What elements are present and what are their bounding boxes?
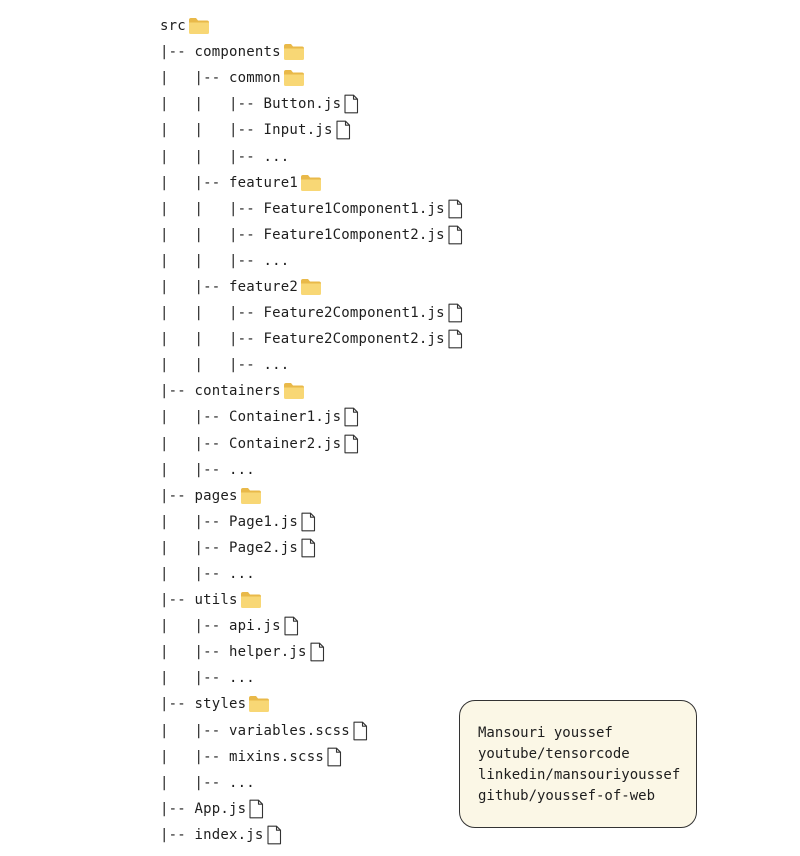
folder-name: styles [194, 696, 247, 713]
folder-icon [283, 382, 305, 400]
ellipsis-row [160, 143, 463, 169]
file-icon [447, 303, 463, 323]
credit-card [459, 700, 697, 828]
folder-row [160, 691, 463, 717]
ellipsis: ... [229, 566, 255, 583]
folder-icon [188, 17, 210, 35]
folder-row [160, 274, 463, 300]
ellipsis-row [160, 457, 463, 483]
file-row [160, 796, 463, 822]
tree-branch-prefix: | |-- [160, 435, 230, 452]
file-name: mixins.scss [229, 748, 324, 765]
file-row [160, 326, 463, 352]
tree-branch-prefix: | |-- [160, 670, 230, 687]
tree-branch-prefix: | |-- [160, 566, 230, 583]
tree-branch-prefix: | |-- [160, 618, 230, 635]
tree-branch-prefix: | |-- [160, 513, 230, 530]
folder-name: src [160, 18, 186, 35]
tree-branch-prefix: | | |-- [160, 357, 264, 374]
file-icon [283, 616, 299, 636]
tree-branch-prefix: |-- [160, 487, 195, 504]
folder-name: components [194, 44, 281, 61]
ellipsis: ... [263, 148, 290, 165]
file-name: Button.js [263, 96, 342, 113]
tree-branch-prefix: | | |-- [160, 200, 264, 217]
file-name: api.js [229, 618, 281, 635]
folder-row [160, 13, 463, 39]
tree-branch-prefix: |-- [160, 696, 195, 713]
file-row [160, 117, 463, 143]
credit-github: github/youssef-of-web [478, 788, 656, 804]
tree-branch-prefix: | |-- [160, 409, 230, 426]
file-name: variables.scss [229, 722, 350, 739]
tree-branch-prefix: |-- [160, 800, 195, 817]
file-tree [160, 13, 463, 848]
file-row [160, 196, 463, 222]
file-name: Feature2Component1.js [263, 305, 445, 322]
tree-branch-prefix: | |-- [160, 174, 230, 191]
ellipsis: ... [263, 357, 290, 374]
ellipsis: ... [229, 670, 255, 687]
file-icon [447, 199, 463, 219]
tree-branch-prefix: |-- [160, 826, 195, 843]
file-row [160, 744, 463, 770]
folder-row [160, 170, 463, 196]
folder-row [160, 483, 463, 509]
ellipsis-row [160, 770, 463, 796]
file-icon [352, 721, 368, 741]
folder-name: feature2 [229, 278, 299, 295]
credit-youtube: youtube/tensorcode [478, 746, 630, 762]
tree-branch-prefix: | |-- [160, 461, 230, 478]
file-name: helper.js [229, 644, 307, 661]
tree-branch-prefix: |-- [160, 592, 195, 609]
folder-name: utils [194, 592, 238, 609]
tree-branch-prefix: | | |-- [160, 148, 264, 165]
tree-branch-prefix: | |-- [160, 722, 230, 739]
ellipsis: ... [229, 774, 255, 791]
file-icon [343, 94, 359, 114]
file-row [160, 639, 463, 665]
folder-icon [248, 695, 270, 713]
folder-icon [240, 591, 262, 609]
tree-branch-prefix: | | |-- [160, 305, 264, 322]
ellipsis-row [160, 248, 463, 274]
folder-name: pages [194, 487, 238, 504]
file-row [160, 404, 463, 430]
file-icon [447, 225, 463, 245]
tree-branch-prefix: | |-- [160, 70, 230, 87]
file-row [160, 431, 463, 457]
ellipsis-row [160, 352, 463, 378]
file-name: Feature1Component1.js [263, 200, 445, 217]
file-name: App.js [194, 800, 247, 817]
folder-icon [283, 43, 305, 61]
folder-row [160, 587, 463, 613]
file-name: Container1.js [229, 409, 342, 426]
folder-icon [300, 278, 322, 296]
file-name: Container2.js [229, 435, 342, 452]
file-row [160, 613, 463, 639]
tree-branch-prefix: | |-- [160, 748, 230, 765]
tree-branch-prefix: |-- [160, 383, 195, 400]
tree-branch-prefix: |-- [160, 44, 195, 61]
file-icon [309, 642, 325, 662]
file-row [160, 535, 463, 561]
file-icon [266, 825, 282, 845]
folder-row [160, 378, 463, 404]
folder-row [160, 65, 463, 91]
file-row [160, 822, 463, 848]
file-name: Input.js [263, 122, 333, 139]
tree-branch-prefix: | | |-- [160, 96, 264, 113]
ellipsis: ... [263, 252, 290, 269]
file-icon [300, 512, 316, 532]
file-icon [335, 120, 351, 140]
file-icon [326, 747, 342, 767]
file-icon [343, 434, 359, 454]
file-name: Feature2Component2.js [263, 331, 445, 348]
file-row [160, 509, 463, 535]
file-row [160, 718, 463, 744]
folder-icon [240, 487, 262, 505]
file-row [160, 300, 463, 326]
tree-branch-prefix: | |-- [160, 644, 230, 661]
tree-branch-prefix: | |-- [160, 278, 230, 295]
ellipsis-row [160, 561, 463, 587]
tree-branch-prefix: | | |-- [160, 122, 264, 139]
folder-name: feature1 [229, 174, 299, 191]
file-row [160, 91, 463, 117]
tree-branch-prefix: | |-- [160, 539, 230, 556]
file-icon [300, 538, 316, 558]
folder-row [160, 39, 463, 65]
tree-branch-prefix: | |-- [160, 774, 230, 791]
folder-icon [300, 174, 322, 192]
file-icon [343, 407, 359, 427]
file-name: Page2.js [229, 539, 299, 556]
ellipsis: ... [229, 461, 255, 478]
folder-icon [283, 69, 305, 87]
file-icon [447, 329, 463, 349]
folder-name: common [229, 70, 281, 87]
folder-name: containers [194, 383, 281, 400]
tree-branch-prefix: | | |-- [160, 252, 264, 269]
tree-branch-prefix: | | |-- [160, 331, 264, 348]
ellipsis-row [160, 665, 463, 691]
file-name: Feature1Component2.js [263, 226, 445, 243]
file-name: Page1.js [229, 513, 299, 530]
credit-name: Mansouri youssef [478, 725, 613, 741]
file-icon [248, 799, 264, 819]
credit-linkedin: linkedin/mansouriyoussef [478, 767, 681, 783]
file-name: index.js [194, 826, 264, 843]
file-row [160, 222, 463, 248]
tree-branch-prefix: | | |-- [160, 226, 264, 243]
